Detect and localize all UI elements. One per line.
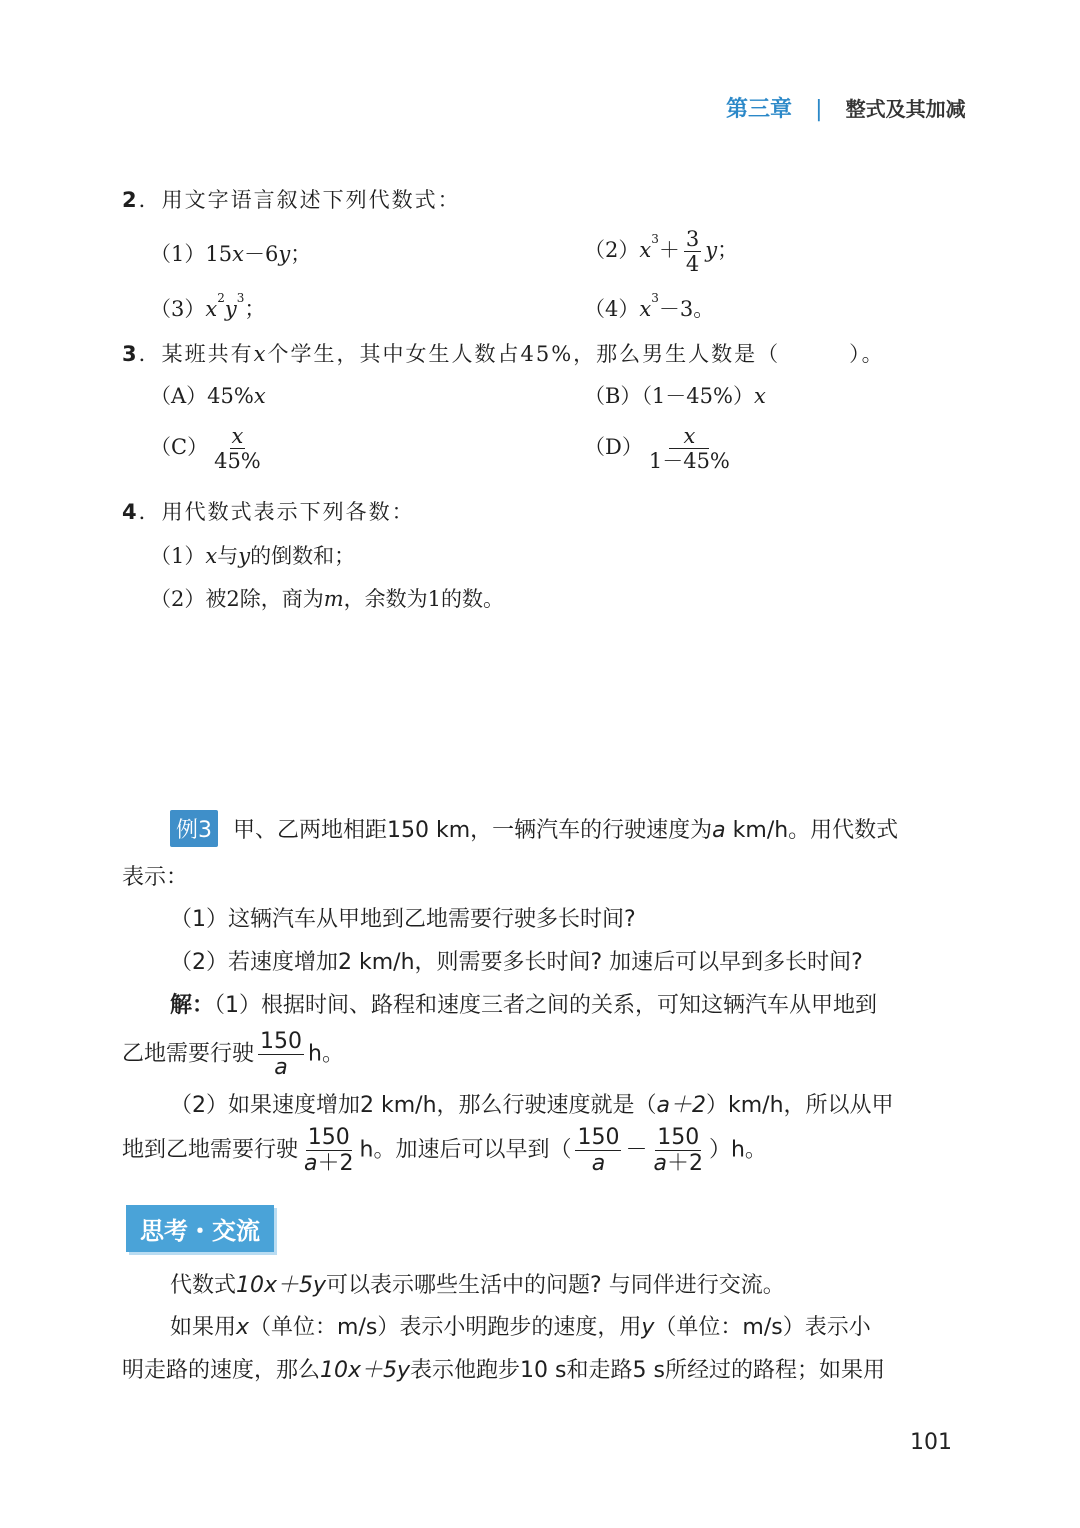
think-paragraph-2: 如果用x（单位：m/s）表示小明跑步的速度，用y（单位：m/s）表示小 [170, 1315, 871, 1340]
item-text: 的倒数和； [250, 544, 356, 568]
paragraph-text: 明走路的速度，那么 [122, 1358, 321, 1383]
question-3: 3．某班共有x个学生，其中女生人数占45%，那么男生人数是（ ）。 [122, 342, 885, 366]
solution-text: 地到乙地需要行驶 [122, 1137, 299, 1163]
option-label: （A） [150, 384, 208, 408]
question-text: 用代数式表示下列各数： [161, 500, 415, 524]
q2-item-4: $(4)x^3-3$。 [584, 291, 715, 321]
header-separator: | [815, 97, 823, 122]
think-paragraph-3 [122, 1353, 885, 1384]
chapter-title: 整式及其加减 [845, 97, 966, 121]
variable: x [253, 342, 268, 366]
variable: a [712, 818, 726, 843]
example-3-line-2: 表示： [122, 865, 189, 890]
q2-item-3: $(3)x^2y^3$； [150, 291, 266, 321]
option-c [150, 425, 267, 472]
option-b: （B）（1－45%）x [584, 384, 766, 408]
example-badge: 例3 [170, 810, 218, 847]
solution-text-cont: h。 [308, 1041, 344, 1067]
example-3-line-1 [170, 810, 898, 847]
paragraph-text: 代数式 [170, 1273, 237, 1298]
think-exchange-heading: 思考・交流 [126, 1205, 274, 1252]
chapter-header [726, 92, 966, 123]
paragraph-text-cont: 表示他跑步10 s和走路5 s所经过的路程；如果用 [410, 1358, 885, 1383]
q2-item-1: （1）15x－6y； [150, 242, 312, 266]
think-paragraph-1 [170, 1268, 785, 1299]
question-number: 3 [122, 342, 139, 366]
option-label: （C） [150, 435, 209, 460]
item-text: 被2除，商为 [205, 587, 324, 611]
expression: a＋2 [656, 1093, 706, 1118]
example-text-cont: km/h。用代数式 [725, 818, 899, 843]
solution-text: 乙地需要行驶 [122, 1041, 255, 1067]
solution-text: （1）根据时间、路程和速度三者之间的关系，可知这辆汽车从甲地到 [214, 993, 878, 1018]
paragraph-text: 如果用 [170, 1315, 237, 1340]
solution-part-2-cont: 地到乙地需要行驶 $\frac{150}{a+2}$ h。加速后可以早到（ $\frac{150}{a}$ － $\frac{150}{a+2}$ ）h。 [122, 1125, 767, 1177]
question-2: 2．用文字语言叙述下列代数式： [122, 188, 461, 212]
fraction: $\frac{150}{a+2}$ [653, 1125, 703, 1177]
option-label: （D） [584, 435, 643, 460]
example-question-1: （1）这辆汽车从甲地到乙地需要行驶多长时间? [170, 907, 636, 932]
option-label: （B） [584, 384, 642, 408]
item-label: （1） [150, 242, 206, 266]
chapter-label: 第三章 [726, 97, 793, 122]
item-label: （2） [584, 238, 640, 263]
expression: 10x＋5y [320, 1358, 411, 1383]
question-text: 某班共有 [161, 342, 254, 366]
item-label: （1） [150, 544, 206, 568]
q4-item-1: （1）x与y的倒数和； [150, 544, 356, 568]
fraction: $\frac{150}{a}$ [260, 1029, 303, 1081]
expression: 10x＋5y [236, 1273, 327, 1298]
fraction: $\frac{x}{45\%}$ [214, 424, 261, 474]
fraction: $\frac{3}{4}$ [685, 227, 700, 277]
solution-text: （2）如果速度增加2 km/h，那么行驶速度就是（ [170, 1093, 657, 1118]
question-number: 2 [122, 188, 139, 212]
solution-text-end: ）h。 [708, 1137, 767, 1163]
solution-text-mid: h。加速后可以早到（ [359, 1137, 572, 1163]
solution-part-2 [170, 1088, 894, 1119]
question-text-cont: 个学生，其中女生人数占45%，那么男生人数是（ ）。 [267, 342, 885, 366]
variable: m [323, 587, 344, 611]
paragraph-text-cont: 可以表示哪些生活中的问题? 与同伴进行交流。 [326, 1273, 785, 1298]
fraction: $\frac{x}{1-45\%}$ [648, 424, 730, 474]
item-label: （4） [584, 297, 640, 321]
example-question-2: （2）若速度增加2 km/h，则需要多长时间? 加速后可以早到多长时间? [170, 950, 863, 975]
example-text: 甲、乙两地相距150 km，一辆汽车的行驶速度为 [233, 818, 713, 843]
solution-part-1 [170, 988, 877, 1019]
solution-part-1-cont [122, 1030, 344, 1079]
fraction: $\frac{150}{a+2}$ [304, 1125, 354, 1177]
solution-label: 解： [170, 993, 215, 1018]
question-4: 4．用代数式表示下列各数： [122, 500, 415, 524]
item-label: （3） [150, 297, 206, 321]
item-label: （2） [150, 587, 206, 611]
question-text: 用文字语言叙述下列代数式： [161, 188, 461, 212]
option-a: （A）45%x [150, 384, 266, 408]
option-d [584, 425, 736, 472]
q2-item-2: $(2)x^3+$ $\frac{3}{4}$ y； [584, 227, 739, 277]
paragraph-text-end: （单位：m/s）表示小 [654, 1315, 871, 1340]
fraction: $\frac{150}{a}$ [577, 1125, 620, 1177]
solution-text-cont: ）km/h，所以从甲 [706, 1093, 894, 1118]
q4-item-2 [150, 583, 504, 613]
page-number: 101 [910, 1430, 952, 1455]
question-number: 4 [122, 500, 139, 524]
item-text-cont: ，余数为1的数。 [343, 587, 505, 611]
paragraph-text-mid: （单位：m/s）表示小明跑步的速度，用 [249, 1315, 642, 1340]
